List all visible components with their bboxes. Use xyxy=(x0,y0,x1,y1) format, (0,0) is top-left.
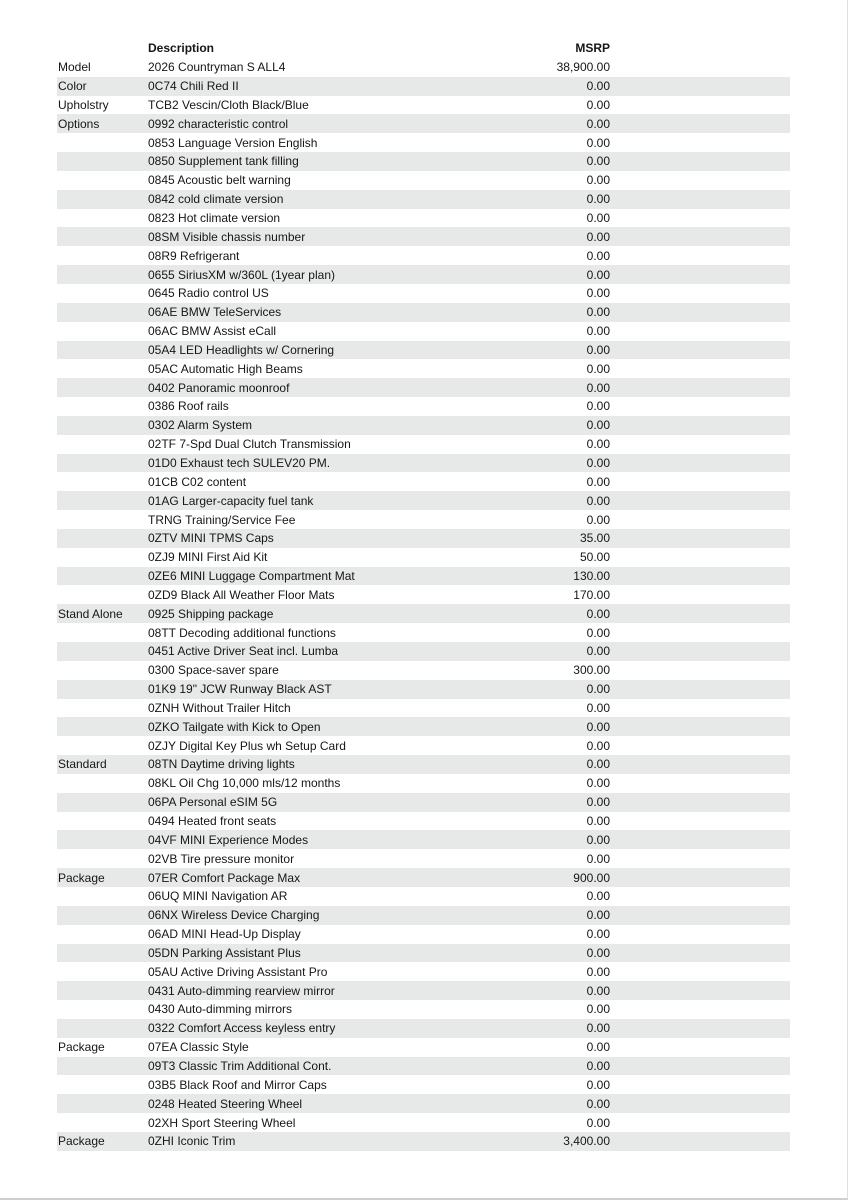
table-row xyxy=(57,1057,790,1076)
description-cell: 08TN Daytime driving lights xyxy=(148,757,295,772)
msrp-cell: 0.00 xyxy=(586,851,610,866)
table-row xyxy=(57,849,790,868)
description-cell: 0842 cold climate version xyxy=(148,192,284,207)
description-cell: 0300 Space-saver spare xyxy=(148,663,279,678)
description-cell: 08R9 Refrigerant xyxy=(148,248,240,263)
description-cell: 0494 Heated front seats xyxy=(148,814,277,829)
description-cell: 0431 Auto-dimming rearview mirror xyxy=(148,983,335,998)
description-cell: 0302 Alarm System xyxy=(148,418,253,433)
table-row xyxy=(57,114,790,133)
msrp-cell: 0.00 xyxy=(586,154,610,169)
msrp-cell: 0.00 xyxy=(586,361,610,376)
description-cell: 0ZE6 MINI Luggage Compartment Mat xyxy=(148,569,355,584)
msrp-cell: 0.00 xyxy=(586,380,610,395)
msrp-cell: 0.00 xyxy=(586,135,610,150)
table-row xyxy=(57,284,790,303)
description-cell: 2026 Countryman S ALL4 xyxy=(148,60,286,75)
description-cell: 0451 Active Driver Seat incl. Lumba xyxy=(148,644,339,659)
table-row xyxy=(57,868,790,887)
description-cell: 0645 Radio control US xyxy=(148,286,269,301)
description-cell: 0ZHI Iconic Trim xyxy=(148,1134,236,1149)
table-row xyxy=(57,265,790,284)
description-cell: 0853 Language Version English xyxy=(148,135,318,150)
table-row xyxy=(57,1019,790,1038)
description-cell: 07EA Classic Style xyxy=(148,1040,249,1055)
table-row xyxy=(57,152,790,171)
msrp-cell: 0.00 xyxy=(586,474,610,489)
msrp-cell: 0.00 xyxy=(586,889,610,904)
category-cell: Stand Alone xyxy=(58,606,123,621)
table-row xyxy=(57,680,790,699)
msrp-cell: 0.00 xyxy=(586,192,610,207)
description-cell: 05AC Automatic High Beams xyxy=(148,361,303,376)
msrp-cell: 0.00 xyxy=(586,1058,610,1073)
msrp-cell: 0.00 xyxy=(586,644,610,659)
table-row xyxy=(57,58,790,77)
table-row xyxy=(57,378,790,397)
msrp-cell: 0.00 xyxy=(586,399,610,414)
description-cell: 03B5 Black Roof and Mirror Caps xyxy=(148,1077,327,1092)
table-row xyxy=(57,472,790,491)
msrp-cell: 300.00 xyxy=(573,663,610,678)
description-cell: 0ZJY Digital Key Plus wh Setup Card xyxy=(148,738,346,753)
description-cell: 0823 Hot climate version xyxy=(148,211,281,226)
msrp-column-header: MSRP xyxy=(575,41,610,56)
description-cell: 09T3 Classic Trim Additional Cont. xyxy=(148,1058,332,1073)
category-cell: Package xyxy=(58,1134,105,1149)
description-cell: 0655 SiriusXM w/360L (1year plan) xyxy=(148,267,335,282)
description-cell: 0ZTV MINI TPMS Caps xyxy=(148,531,274,546)
table-row xyxy=(57,944,790,963)
description-cell: 05AU Active Driving Assistant Pro xyxy=(148,964,328,979)
msrp-cell: 900.00 xyxy=(573,870,610,885)
msrp-cell: 0.00 xyxy=(586,418,610,433)
table-row xyxy=(57,661,790,680)
description-cell: 06AC BMW Assist eCall xyxy=(148,324,277,339)
msrp-cell: 0.00 xyxy=(586,286,610,301)
table-row xyxy=(57,359,790,378)
category-cell: Standard xyxy=(58,757,107,772)
description-cell: 02TF 7-Spd Dual Clutch Transmission xyxy=(148,437,351,452)
table-row xyxy=(57,717,790,736)
msrp-cell: 0.00 xyxy=(586,908,610,923)
description-cell: 0402 Panoramic moonroof xyxy=(148,380,290,395)
table-row xyxy=(57,341,790,360)
description-cell: 0322 Comfort Access keyless entry xyxy=(148,1021,336,1036)
msrp-cell: 0.00 xyxy=(586,682,610,697)
description-cell: 0850 Supplement tank filling xyxy=(148,154,299,169)
msrp-cell: 0.00 xyxy=(586,719,610,734)
description-cell: 05DN Parking Assistant Plus xyxy=(148,945,301,960)
table-row xyxy=(57,1000,790,1019)
msrp-cell: 0.00 xyxy=(586,211,610,226)
table-row xyxy=(57,830,790,849)
description-cell: 02XH Sport Steering Wheel xyxy=(148,1115,296,1130)
description-cell: 0430 Auto-dimming mirrors xyxy=(148,1002,293,1017)
description-cell: 06PA Personal eSIM 5G xyxy=(148,795,278,810)
table-row xyxy=(57,510,790,529)
msrp-cell: 0.00 xyxy=(586,945,610,960)
msrp-cell: 0.00 xyxy=(586,267,610,282)
table-row xyxy=(57,623,790,642)
msrp-cell: 0.00 xyxy=(586,493,610,508)
msrp-cell: 0.00 xyxy=(586,738,610,753)
table-row xyxy=(57,454,790,473)
description-cell: 06AE BMW TeleServices xyxy=(148,305,282,320)
msrp-cell: 130.00 xyxy=(573,569,610,584)
table-row xyxy=(57,812,790,831)
table-row xyxy=(57,322,790,341)
description-cell: 05A4 LED Headlights w/ Cornering xyxy=(148,342,335,357)
msrp-cell: 0.00 xyxy=(586,79,610,94)
table-row xyxy=(57,171,790,190)
category-cell: Color xyxy=(58,79,87,94)
msrp-cell: 0.00 xyxy=(586,173,610,188)
description-cell: 0ZKO Tailgate with Kick to Open xyxy=(148,719,321,734)
table-row xyxy=(57,246,790,265)
vehicle-options-table xyxy=(57,39,790,1151)
msrp-cell: 0.00 xyxy=(586,116,610,131)
msrp-cell: 35.00 xyxy=(579,531,610,546)
table-row xyxy=(57,77,790,96)
msrp-cell: 0.00 xyxy=(586,1002,610,1017)
table-row xyxy=(57,529,790,548)
table-row xyxy=(57,435,790,454)
description-cell: 04VF MINI Experience Modes xyxy=(148,832,309,847)
table-row xyxy=(57,1113,790,1132)
description-cell: 0ZD9 Black All Weather Floor Mats xyxy=(148,587,335,602)
description-cell: 0845 Acoustic belt warning xyxy=(148,173,291,188)
description-cell: 0386 Roof rails xyxy=(148,399,229,414)
table-row xyxy=(57,981,790,1000)
description-cell: 0ZNH Without Trailer Hitch xyxy=(148,700,291,715)
description-cell: 06UQ MINI Navigation AR xyxy=(148,889,288,904)
msrp-cell: 0.00 xyxy=(586,795,610,810)
description-cell: 08SM Visible chassis number xyxy=(148,229,306,244)
table-row xyxy=(57,962,790,981)
msrp-cell: 0.00 xyxy=(586,983,610,998)
msrp-cell: 0.00 xyxy=(586,97,610,112)
table-row xyxy=(57,604,790,623)
msrp-cell: 50.00 xyxy=(579,550,610,565)
description-cell: 07ER Comfort Package Max xyxy=(148,870,301,885)
table-body xyxy=(57,58,790,1151)
msrp-cell: 0.00 xyxy=(586,1096,610,1111)
category-cell: Model xyxy=(58,60,91,75)
msrp-cell: 0.00 xyxy=(586,964,610,979)
description-column-header: Description xyxy=(148,41,215,56)
description-cell: 01AG Larger-capacity fuel tank xyxy=(148,493,314,508)
msrp-cell: 170.00 xyxy=(573,587,610,602)
description-cell: 08TT Decoding additional functions xyxy=(148,625,336,640)
table-row xyxy=(57,755,790,774)
msrp-cell: 0.00 xyxy=(586,512,610,527)
description-cell: 06NX Wireless Device Charging xyxy=(148,908,320,923)
table-header-row xyxy=(57,39,790,58)
msrp-cell: 0.00 xyxy=(586,814,610,829)
category-cell: Options xyxy=(58,116,100,131)
table-row xyxy=(57,774,790,793)
table-row xyxy=(57,133,790,152)
msrp-cell: 3,400.00 xyxy=(563,1134,610,1149)
description-cell: 01CB C02 content xyxy=(148,474,247,489)
msrp-cell: 0.00 xyxy=(586,625,610,640)
msrp-cell: 0.00 xyxy=(586,1115,610,1130)
table-row xyxy=(57,1075,790,1094)
msrp-cell: 0.00 xyxy=(586,776,610,791)
description-cell: 01D0 Exhaust tech SULEV20 PM. xyxy=(148,455,331,470)
table-row xyxy=(57,736,790,755)
table-row xyxy=(57,416,790,435)
msrp-cell: 0.00 xyxy=(586,700,610,715)
msrp-cell: 0.00 xyxy=(586,248,610,263)
description-cell: TCB2 Vescin/Cloth Black/Blue xyxy=(148,97,309,112)
msrp-cell: 0.00 xyxy=(586,1040,610,1055)
msrp-cell: 0.00 xyxy=(586,1077,610,1092)
table-row xyxy=(57,96,790,115)
table-row xyxy=(57,1132,790,1151)
table-row xyxy=(57,793,790,812)
table-row xyxy=(57,906,790,925)
table-row xyxy=(57,548,790,567)
table-row xyxy=(57,585,790,604)
description-cell: 08KL Oil Chg 10,000 mls/12 months xyxy=(148,776,341,791)
table-row xyxy=(57,699,790,718)
msrp-cell: 0.00 xyxy=(586,229,610,244)
description-cell: 0C74 Chili Red II xyxy=(148,79,239,94)
table-row xyxy=(57,925,790,944)
table-row xyxy=(57,209,790,228)
msrp-cell: 0.00 xyxy=(586,927,610,942)
description-cell: 0925 Shipping package xyxy=(148,606,274,621)
msrp-cell: 0.00 xyxy=(586,455,610,470)
description-cell: TRNG Training/Service Fee xyxy=(148,512,296,527)
msrp-cell: 38,900.00 xyxy=(556,60,610,75)
description-cell: 06AD MINI Head-Up Display xyxy=(148,927,301,942)
msrp-cell: 0.00 xyxy=(586,324,610,339)
table-row xyxy=(57,397,790,416)
msrp-cell: 0.00 xyxy=(586,832,610,847)
description-cell: 0992 characteristic control xyxy=(148,116,289,131)
category-cell: Upholstry xyxy=(58,97,109,112)
msrp-cell: 0.00 xyxy=(586,757,610,772)
description-cell: 0248 Heated Steering Wheel xyxy=(148,1096,303,1111)
category-cell: Package xyxy=(58,1040,105,1055)
msrp-cell: 0.00 xyxy=(586,606,610,621)
table-row xyxy=(57,303,790,322)
table-row xyxy=(57,642,790,661)
table-row xyxy=(57,1094,790,1113)
description-cell: 0ZJ9 MINI First Aid Kit xyxy=(148,550,268,565)
msrp-cell: 0.00 xyxy=(586,342,610,357)
table-row xyxy=(57,491,790,510)
table-row xyxy=(57,567,790,586)
table-row xyxy=(57,887,790,906)
table-row xyxy=(57,190,790,209)
msrp-cell: 0.00 xyxy=(586,437,610,452)
msrp-cell: 0.00 xyxy=(586,1021,610,1036)
description-cell: 02VB Tire pressure monitor xyxy=(148,851,295,866)
table-row xyxy=(57,1038,790,1057)
description-cell: 01K9 19" JCW Runway Black AST xyxy=(148,682,332,697)
msrp-cell: 0.00 xyxy=(586,305,610,320)
category-cell: Package xyxy=(58,870,105,885)
table-row xyxy=(57,227,790,246)
